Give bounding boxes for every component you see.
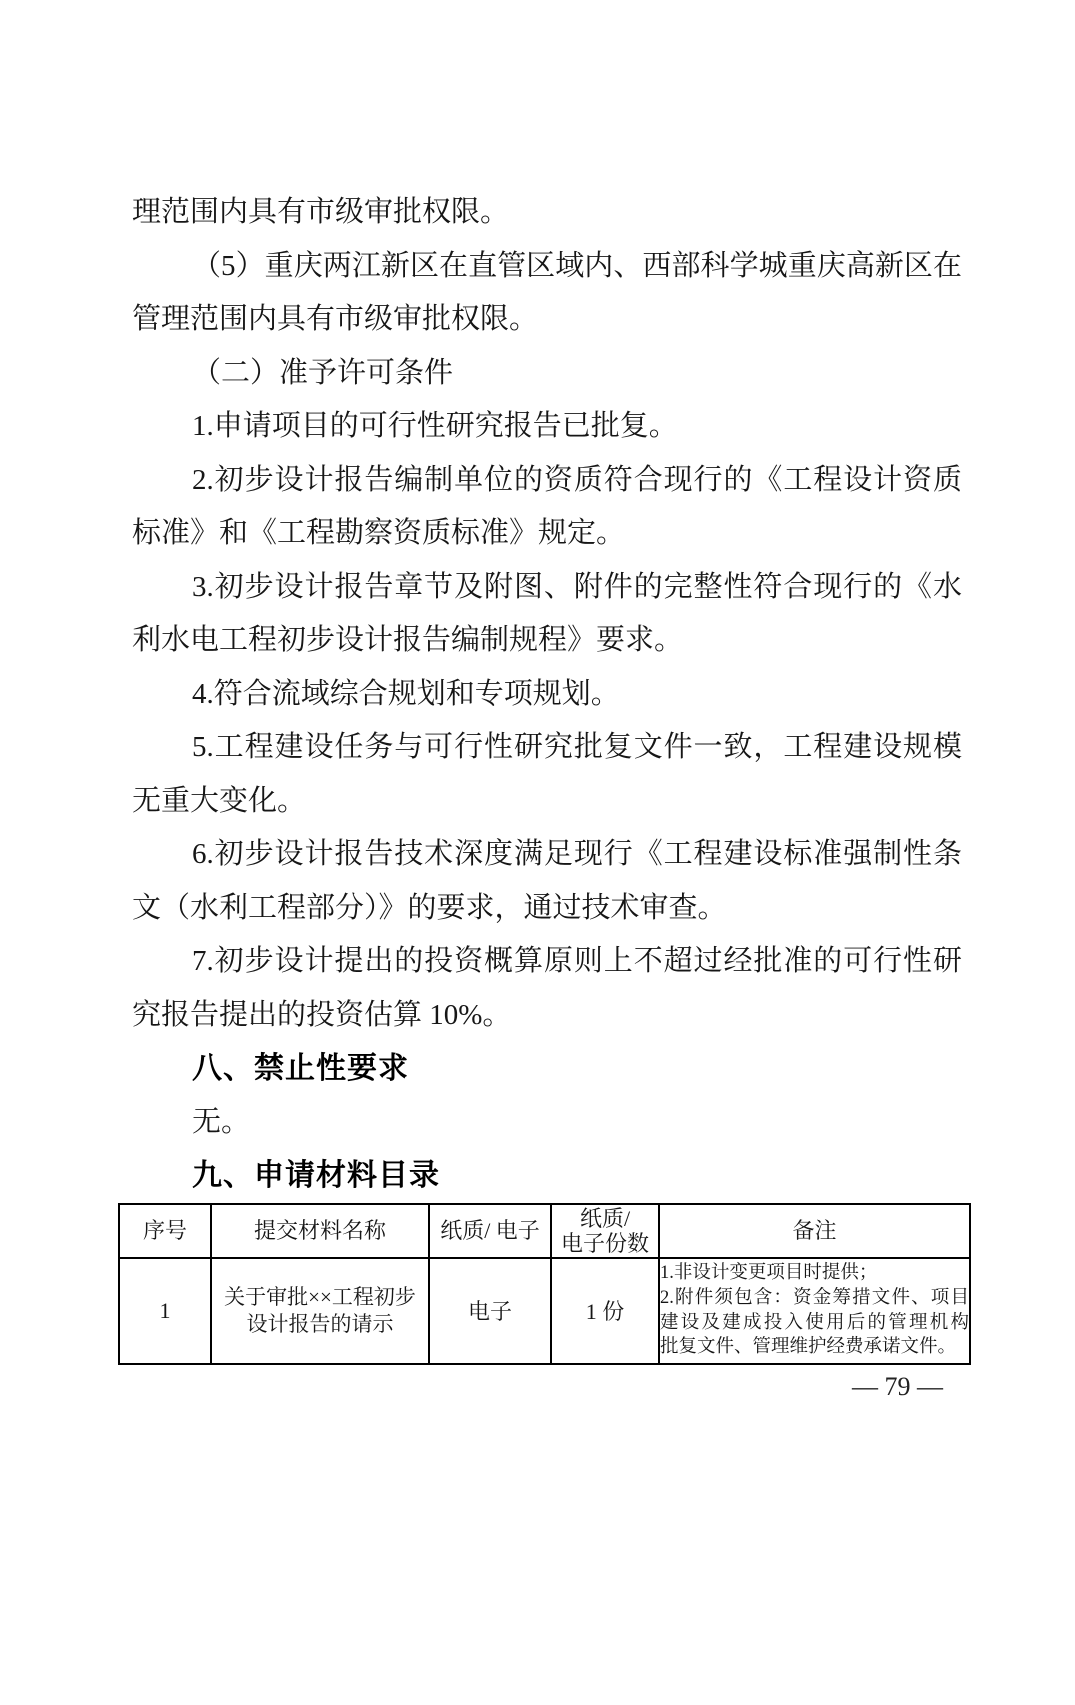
body-line: 5.工程建设任务与可行性研究批复文件一致，工程建设规模 xyxy=(192,731,962,763)
body-line: 无重大变化。 xyxy=(132,784,307,817)
section-heading: 九、申请材料目录 xyxy=(192,1159,440,1192)
remark-text: 批复文件、管理维护经费承诺文件。 xyxy=(660,1337,957,1358)
document-body xyxy=(132,186,962,1203)
table-header-row xyxy=(119,1204,970,1258)
document-page xyxy=(0,186,1075,1705)
body-line: 1.申请项目的可行性研究报告已批复。 xyxy=(192,410,678,442)
table-body xyxy=(119,1258,970,1364)
table-header-text: 备注 xyxy=(792,1218,837,1243)
cell-material-name xyxy=(211,1258,429,1364)
table-head xyxy=(119,1204,970,1258)
table-header-text: 提交材料名称 xyxy=(253,1218,386,1243)
body-line: 4.符合流域综合规划和专项规划。 xyxy=(192,677,620,710)
table-header-text: 纸质/ xyxy=(579,1205,631,1231)
table-header-text: 电子份数 xyxy=(560,1230,649,1256)
body-line: 管理范围内具有市级审批权限。 xyxy=(132,303,539,335)
material-name-text: 关于审批××工程初步 xyxy=(224,1284,416,1309)
page-number: — 79 — xyxy=(852,1371,943,1401)
remark-text: 1.非设计变更项目时提供； xyxy=(660,1263,878,1284)
remark-text: 2.附件须包含：资金筹措文件、项目 xyxy=(660,1287,969,1308)
body-line: 利水电工程初步设计报告编制规程》要求。 xyxy=(132,624,684,656)
body-line: 究报告提出的投资估算 10%。 xyxy=(132,998,512,1031)
body-line: 7.初步设计提出的投资概算原则上不超过经批准的可行性研 xyxy=(192,945,962,977)
table-header-cell-copies xyxy=(551,1204,659,1258)
body-line: （5）重庆两江新区在直管区域内、西部科学城重庆高新区在 xyxy=(192,249,962,282)
material-name-text: 设计报告的请示 xyxy=(246,1311,394,1336)
body-line: 理范围内具有市级审批权限。 xyxy=(132,196,510,228)
table-header-cell-paper-or-electronic xyxy=(429,1204,551,1258)
cell-remark xyxy=(659,1258,970,1364)
body-line: （二）准予许可条件 xyxy=(192,356,454,389)
body-line: 2.初步设计报告编制单位的资质符合现行的《工程设计资质 xyxy=(192,463,962,496)
table-header-text: 纸质/ 电子 xyxy=(440,1218,540,1243)
body-line: 标准》和《工程勘察资质标准》规定。 xyxy=(132,517,626,549)
body-line: 3.初步设计报告章节及附图、附件的完整性符合现行的《水 xyxy=(192,570,962,603)
cell-seq: 1 xyxy=(119,1258,211,1364)
table-header-text: 序号 xyxy=(142,1218,187,1243)
table-header-cell-remark xyxy=(659,1204,970,1258)
remark-text: 建设及建成投入使用后的管理机构 xyxy=(660,1312,969,1333)
cell-format: 电子 xyxy=(429,1258,551,1364)
body-line: 无。 xyxy=(192,1105,251,1138)
body-line: 文（水利工程部分）》的要求，通过技术审查。 xyxy=(132,891,727,924)
body-line: 6.初步设计报告技术深度满足现行《工程建设标准强制性条 xyxy=(192,838,962,870)
table-header-cell-material-name xyxy=(211,1204,429,1258)
table-header-cell-seq xyxy=(119,1204,211,1258)
materials-table xyxy=(118,1203,971,1365)
section-heading: 八、禁止性要求 xyxy=(192,1052,409,1085)
table-row xyxy=(119,1258,970,1364)
cell-copies: 1 份 xyxy=(551,1258,659,1364)
